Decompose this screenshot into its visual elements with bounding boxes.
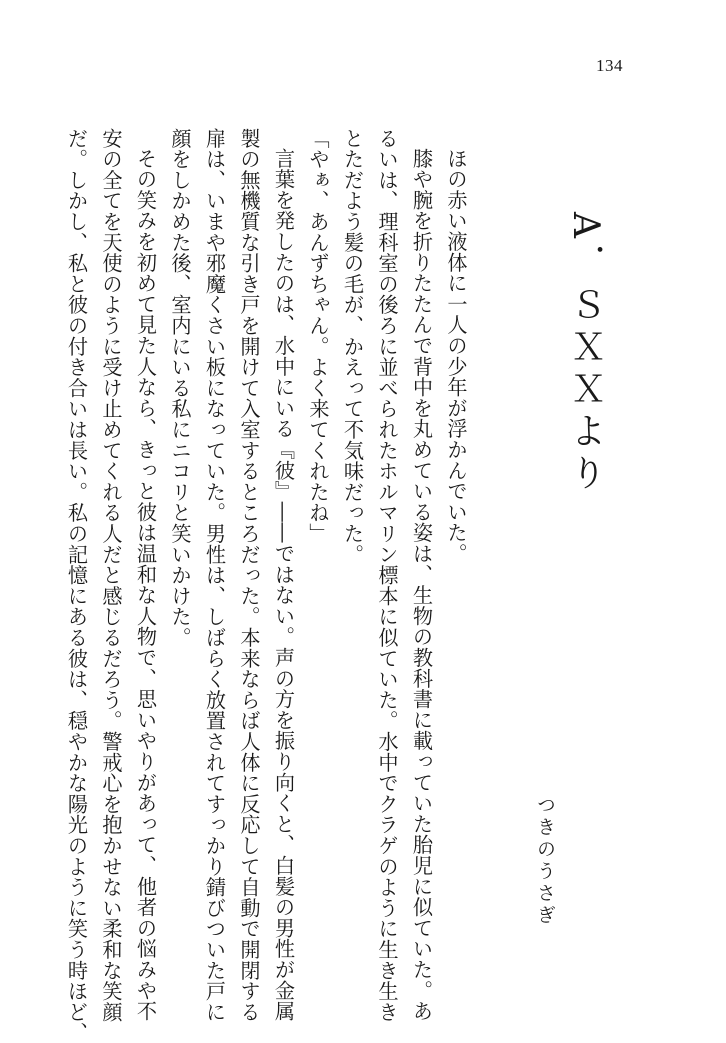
story-title: A．ＳＸＸより [565, 212, 606, 496]
author-name: つきのうさぎ [534, 795, 556, 927]
body-line: 安の全てを天使のように受け止めてくれる人だと感じるだろう。警戒心を抱かせない柔和な笑顔 [99, 128, 123, 1023]
body-line: 言葉を発したのは、水中にいる『彼』――ではない。声の方を振り向くと、白髪の男性が金属 [271, 148, 296, 1022]
body-line: るいは、理科室の後ろに並べられたホルマリン標本に似ていた。水中でクラゲのように生き生き [375, 128, 399, 1023]
body-line: 扉は、いまや邪魔くさい板になっていた。男性は、しばらく放置されてすっかり錆びついた戸に [202, 128, 227, 1023]
page-number: 134 [596, 56, 623, 75]
body-line: とただよう髪の毛が、かえって不気味だった。 [340, 128, 365, 565]
body-line: 膝や腕を折りたたんで背中を丸めている姿は、生物の教科書に載っていた胎児に似ていた。あ [409, 148, 434, 1022]
body-line: 顔をしかめた後、室内にいる私にニコリと笑いかけた。 [168, 128, 192, 648]
body-line: だ。しかし、私と彼の付き合いは長い。私の記憶にある彼は、穏やかな陽光のように笑う時ほど、 [64, 128, 89, 1043]
body-text [64, 128, 473, 1043]
body-line: ほの赤い液体に一人の少年が浮かんでいた。 [444, 148, 468, 565]
body-line: その笑みを初めて見た人なら、きっと彼は温和な人物で、思いやりがあって、他者の悩みや不 [133, 148, 158, 1022]
body-line: 「やぁ、あんずちゃん。よく来てくれたね」 [306, 128, 330, 544]
body-line: 製の無機質な引き戸を開けて入室するところだった。本来ならば人体に反応して自動で開閉する [237, 128, 261, 1023]
